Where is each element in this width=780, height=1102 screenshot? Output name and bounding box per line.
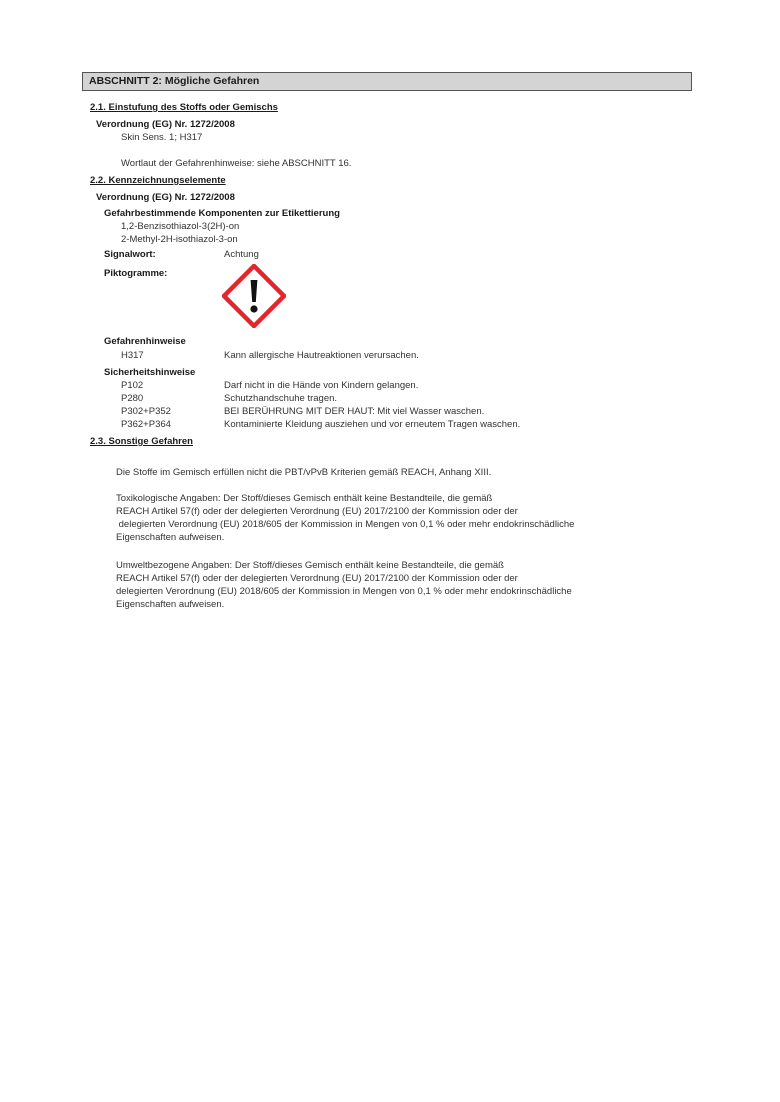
hazard-text-h317: Kann allergische Hautreaktionen verursachen. — [224, 350, 419, 361]
pictograms-label: Piktogramme: — [104, 268, 168, 279]
hazard-code-h317: H317 — [121, 350, 144, 361]
tox-line: Eigenschaften aufweisen. — [116, 532, 225, 543]
precaution-text-p280: Schutzhandschuhe tragen. — [224, 393, 338, 404]
section-2-3-heading: 2.3. Sonstige Gefahren — [90, 436, 193, 447]
precaution-text-p362-p364: Kontaminierte Kleidung ausziehen und vor erneutem Tragen waschen. — [224, 419, 521, 430]
toxicological-paragraph — [116, 492, 636, 544]
s21-note: Wortlaut der Gefahrenhinweise: siehe ABSCHNITT 16. — [121, 158, 352, 169]
exclamation-mark-diamond-icon — [222, 264, 286, 328]
tox-line: REACH Artikel 57(f) oder der delegierten Verordnung (EU) 2017/2100 der Kommission oder der — [116, 506, 518, 517]
env-line: Umweltbezogene Angaben: Der Stoff/dieses Gemisch enthält keine Bestandteile, die gemäß — [116, 560, 504, 571]
components-label: Gefahrbestimmende Komponenten zur Etikettierung — [104, 208, 340, 219]
component-1: 1,2-Benzisothiazol-3(2H)-on — [121, 221, 240, 232]
precaution-text-p302-p352: BEI BERÜHRUNG MIT DER HAUT: Mit viel Wasser waschen. — [224, 406, 485, 417]
s21-classification: Skin Sens. 1; H317 — [121, 132, 203, 143]
section-2-2-heading: 2.2. Kennzeichnungselemente — [90, 175, 226, 186]
section-2-header: ABSCHNITT 2: Mögliche Gefahren — [82, 72, 692, 91]
signal-word-label: Signalwort: — [104, 249, 156, 260]
environmental-paragraph — [116, 559, 636, 611]
s22-regulation: Verordnung (EG) Nr. 1272/2008 — [96, 192, 235, 203]
component-2: 2-Methyl-2H-isothiazol-3-on — [121, 234, 238, 245]
hazard-statements-label: Gefahrenhinweise — [104, 336, 186, 347]
env-line: REACH Artikel 57(f) oder der delegierten Verordnung (EU) 2017/2100 der Kommission oder der — [116, 573, 518, 584]
section-2-1-heading: 2.1. Einstufung des Stoffs oder Gemischs — [90, 102, 278, 113]
s21-regulation: Verordnung (EG) Nr. 1272/2008 — [96, 119, 235, 130]
env-line: Eigenschaften aufweisen. — [116, 599, 225, 610]
env-line: delegierten Verordnung (EU) 2018/605 der Kommission in Mengen von 0,1 % oder mehr endokrinschädliche — [116, 586, 572, 597]
precaution-code-p280: P280 — [121, 393, 144, 404]
precaution-code-p362-p364: P362+P364 — [121, 419, 171, 430]
precaution-text-p102: Darf nicht in die Hände von Kindern gelangen. — [224, 380, 419, 391]
precaution-code-p302-p352: P302+P352 — [121, 406, 171, 417]
precautionary-statements-label: Sicherheitshinweise — [104, 367, 196, 378]
precaution-code-p102: P102 — [121, 380, 144, 391]
tox-line: delegierten Verordnung (EU) 2018/605 der Kommission in Mengen von 0,1 % oder mehr endokrinschädliche — [116, 519, 575, 530]
signal-word-value: Achtung — [224, 249, 259, 260]
tox-line: Toxikologische Angaben: Der Stoff/dieses Gemisch enthält keine Bestandteile, die gemäß — [116, 493, 493, 504]
pbt-statement: Die Stoffe im Gemisch erfüllen nicht die PBT/vPvB Kriterien gemäß REACH, Anhang XIII. — [116, 467, 492, 478]
